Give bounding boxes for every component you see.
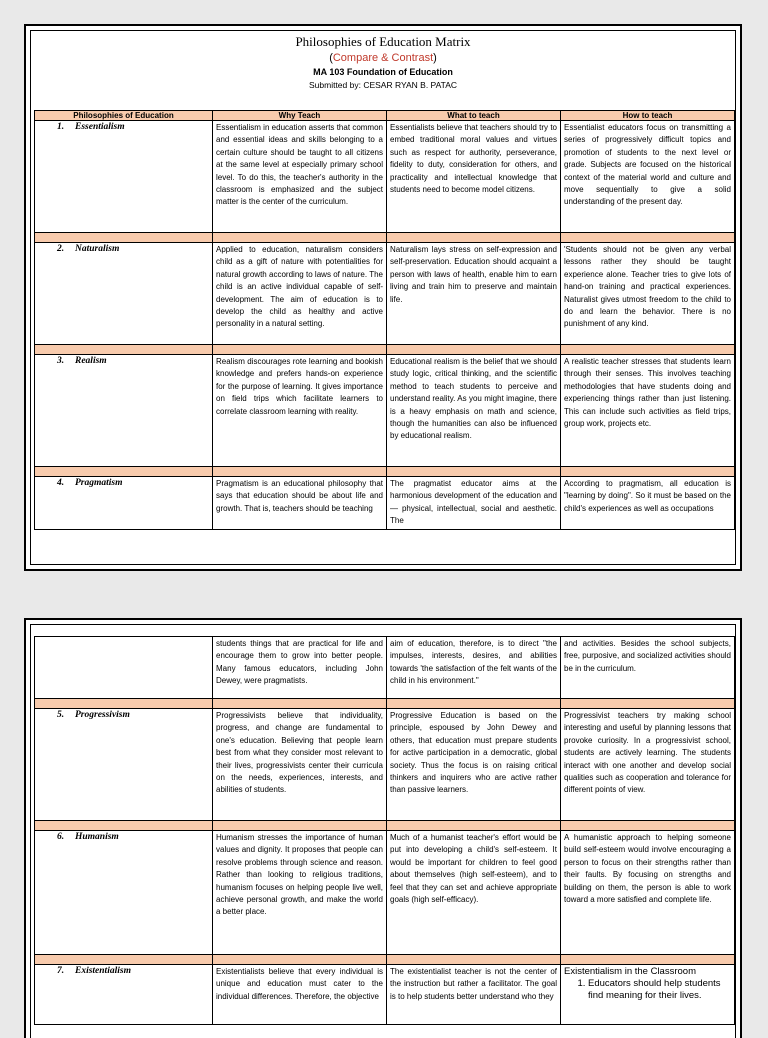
row-separator [35, 345, 735, 355]
why-teach-cell: Applied to education, naturalism considers child as a gift of nature with potentialities for natural growth according to laws of nature. The child is an active individual capable of self-development. The aim of education is to develop the child as healthy and active personality in a natural setting. [213, 243, 387, 345]
header-why-teach: Why Teach [213, 111, 387, 121]
why-teach-cell: Progressivists believe that individuality, progress, and change are fundamental to one's education. Believing that people learn best from what they consider most relevant to their lives, progressivists center their curricula on the needs, experiences, interests, and abilities of students. [213, 709, 387, 821]
table-row [35, 477, 735, 530]
course-title: MA 103 Foundation of Education [313, 67, 453, 77]
how-to-teach-cell: A humanistic approach to helping someone build self-esteem would involve encouraging a person to focus on their strengths rather than their faults. By focusing on strengths and building on them, the person is able to work toward a more satisfied and complete life. [561, 831, 735, 955]
what-to-teach-cell: Educational realism is the belief that we should study logic, critical thinking, and the scientific method to teach students to perceive and understand reality. As you might imagine, there is a heavy emphasis on math and science, though the humanities can also be influenced by educational realism. [387, 355, 561, 467]
empty-name-cell [35, 637, 213, 699]
table-row [35, 709, 735, 821]
philosophy-table-page2 [34, 636, 735, 1025]
what-to-teach-cell: aim of education, therefore, is to direct "the impulses, interests, desires, and abilities towards 'the satisfaction of the felt wants of the child in his environment." [387, 637, 561, 699]
how-to-teach-cell [561, 965, 735, 1025]
table-row [35, 121, 735, 233]
what-to-teach-cell: Essentialists believe that teachers should try to embed traditional moral values and virtues such as respect for authority, perseverance, fidelity to duty, consideration for others, and practicality and intellectual knowledge that students need to become model citizens. [387, 121, 561, 233]
how-to-teach-cell: A realistic teacher stresses that students learn through their senses. This involves teaching methodologies that have students doing and experiencing things rather than just listening. This can include such activities as field trips, group work, projects etc. [561, 355, 735, 467]
list-item: 1. Educators should help students find meaning for their lives. [588, 978, 731, 1002]
table-row [35, 243, 735, 345]
document-page-1 [24, 24, 742, 571]
philosophy-name: 5. Progressivism [35, 709, 213, 821]
what-to-teach-cell: Progressive Education is based on the principle, espoused by John Dewey and others, that education must prepare students for active participation in a democratic, global society. Thus the focus is on raising critical thinkers and inquirers who are active rather than passive learners. [387, 709, 561, 821]
how-to-teach-cell: Progressivist teachers try making school interesting and useful by planning lessons that provoke curiosity. In a progressivist school, students are actively learning. The students interact with one another and develop social qualities such as cooperation and tolerance for different points of view. [561, 709, 735, 821]
document-page-2 [24, 618, 742, 1038]
existentialism-classroom-heading: Existentialism in the Classroom [564, 966, 696, 977]
philosophy-name: 3. Realism [35, 355, 213, 467]
row-separator [35, 955, 735, 965]
what-to-teach-cell: Much of a humanist teacher's effort would be put into developing a child's self-esteem. It would be important for children to feel good about themselves (high self-esteem), and to feel that they can set and achieve appropriate goals (high self-efficacy). [387, 831, 561, 955]
why-teach-cell: Pragmatism is an educational philosophy that says that education should be about life and growth. That is, teachers should be teaching [213, 477, 387, 530]
table-row [35, 831, 735, 955]
philosophy-name: 1. Essentialism [35, 121, 213, 233]
header-how-to-teach: How to teach [561, 111, 735, 121]
document-header [26, 26, 740, 90]
philosophy-name: 6. Humanism [35, 831, 213, 955]
document-title: Philosophies of Education Matrix [295, 34, 471, 49]
table-row [35, 355, 735, 467]
header-philosophies: Philosophies of Education [35, 111, 213, 121]
table-row [35, 965, 735, 1025]
philosophy-name: 2. Naturalism [35, 243, 213, 345]
existentialism-classroom-list [564, 978, 731, 1002]
row-separator [35, 233, 735, 243]
how-to-teach-cell: 'Students should not be given any verbal lessons rather they should be taught experience alone. Teacher tries to give lots of hand-on training and practical experiences. Naturalist gives utmost freedom to the child to do and learn the behavior. There is no punishment of any kind. [561, 243, 735, 345]
how-to-teach-cell: Essentialist educators focus on transmitting a series of progressively difficult topics and promotion of students to the next level or grade. Subjects are focused on the historical context of the material world and culture and move sequentially to give a solid understanding of the present day. [561, 121, 735, 233]
what-to-teach-cell: Naturalism lays stress on self-expression and self-preservation. Education should acquaint a person with laws of health, enable him to earn living and train him to preserve and maintain life. [387, 243, 561, 345]
what-to-teach-cell: The existentialist teacher is not the center of the instruction but rather a facilitator. The goal is to help students better understand who they [387, 965, 561, 1025]
why-teach-cell: Essentialism in education asserts that common and essential ideas and skills belonging to a certain culture should be taught to all citizens at the same level at especially primary school level. To do this, the teacher's authority in the classroom is emphasized and the subject matter is the center of the curriculum. [213, 121, 387, 233]
why-teach-cell: students things that are practical for life and encourage them to grow into better people. Many famous educators, including John Dewey, were pragmatists. [213, 637, 387, 699]
what-to-teach-cell: The pragmatist educator aims at the harmonious development of the education and — physical, intellectual, social and aesthetic. The [387, 477, 561, 530]
why-teach-cell: Existentialists believe that every individual is unique and education must cater to the individual differences. Therefore, the objective [213, 965, 387, 1025]
why-teach-cell: Humanism stresses the importance of human values and dignity. It proposes that people can resolve problems through science and reason. Rather than looking to religious traditions, humanism focuses on helping people live well, achieve personal growth, and make the world a better place. [213, 831, 387, 955]
philosophy-table-page1 [34, 110, 735, 530]
document-subtitle: (Compare & Contrast) [329, 52, 437, 64]
why-teach-cell: Realism discourages rote learning and bookish knowledge and prefers hands-on experience for the purpose of learning. It gives importance on field trips which facilitate learners to correlate classroom learning with reality. [213, 355, 387, 467]
how-to-teach-cell: and activities. Besides the school subjects, free, purposive, and socialized activities should be in the curriculum. [561, 637, 735, 699]
header-what-to-teach: What to teach [387, 111, 561, 121]
row-separator [35, 821, 735, 831]
row-separator [35, 467, 735, 477]
table-row-continued [35, 637, 735, 699]
row-separator [35, 699, 735, 709]
submitted-by: Submitted by: CESAR RYAN B. PATAC [308, 80, 457, 90]
philosophy-name: 4. Pragmatism [35, 477, 213, 530]
how-to-teach-cell: According to pragmatism, all education is "learning by doing". So it must be based on the child's experiences as well as occupations [561, 477, 735, 530]
philosophy-name: 7. Existentialism [35, 965, 213, 1025]
table-header-row [35, 111, 735, 121]
